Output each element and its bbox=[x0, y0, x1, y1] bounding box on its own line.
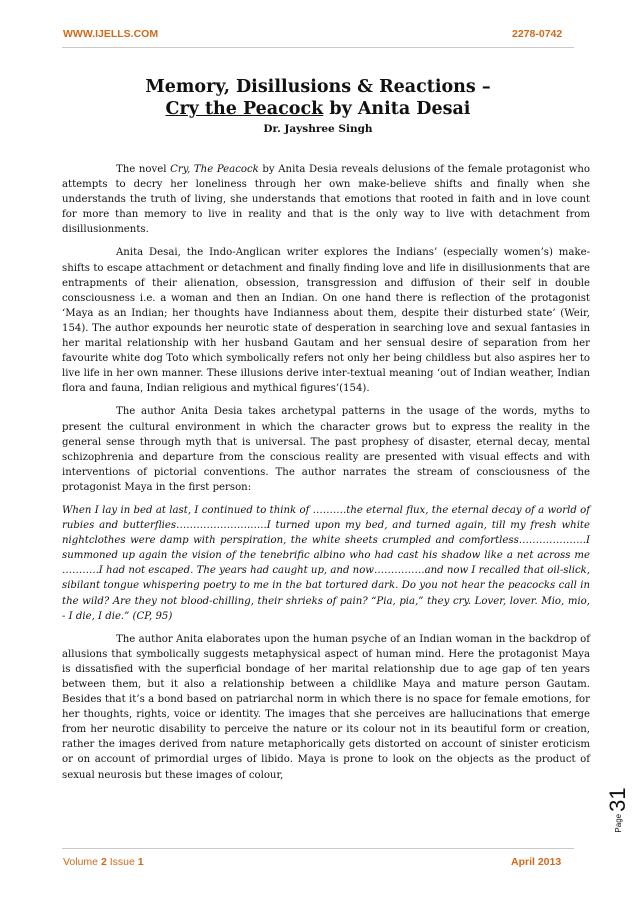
title-line-2 bbox=[62, 98, 574, 120]
paper-title bbox=[62, 76, 574, 120]
article-body bbox=[62, 162, 590, 791]
page-number bbox=[583, 787, 638, 833]
page-number-value: 31 bbox=[605, 787, 630, 812]
header-divider bbox=[62, 47, 574, 48]
volume-issue bbox=[63, 856, 144, 868]
page-label: Page bbox=[613, 813, 623, 833]
paragraph-2: Anita Desai, the Indo-Anglican writer explores the Indians’ (especially women’s) make-shifts to escape attachment or detachment and finally finding love and life in disillusionments that are entrapments of their alienation, obsession, transgression and diffusion of their self in double consciousness i.e. a woman and then an Indian. On one hand there is reflection of the protagonist ‘Maya as an Indian; her thoughts have Indianness about them, despite their disturbed state’ (Weir, 154). The author expounds her neurotic state of desperation in searching love and sexual fantasies in her marital relationship with her husband Gautam and her sensual desire of separation from her favourite white dog Toto which symbolically refers not only her being childless but also aspires her to live life in her own manner. These illusions derive inter-textual meaning ‘out of Indian weather, Indian flora and fauna, Indian religious and mythical figures’(154). bbox=[62, 247, 590, 395]
issn-number: 2278-0742 bbox=[512, 28, 563, 40]
issue-label: Issue bbox=[106, 856, 138, 868]
title-line-2-rest: by Anita Desai bbox=[323, 99, 471, 119]
footer-divider bbox=[62, 848, 574, 849]
block-quote: When I lay in bed at last, I continued to think of ……….the eternal flux, the eternal decay of a world of rubies and butterflies………………….…..I turned upon my bed, and turned again, till my fresh white nightclothes were damp with perspiration, the white sheets crumpled and comfortless………………..I summoned up again the vision of the tenebrific albino who had cast his shadow like a net across me ………..I had not escaped. The years had caught up, and now……………and now I recalled that oil-slick, sibilant tongue whispering poetry to me in the bat tortured dark. Do you not hear the peacocks call in the wild? Are they not blood-chilling, their shrieks of pain? “Pia, pia,” they cry. Lover, lover. Mio, mio, - I die, I die.” (CP, 95) bbox=[62, 504, 590, 622]
paragraph-4: The author Anita elaborates upon the human psyche of an Indian woman in the backdrop of allusions that symbolically suggests metaphysical aspect of human mind. Here the protagonist Maya is dissatisfied with the superficial bondage of her marital relationship due to age gap of ten years between them, but it also a relationship between a childlike Maya and mature person Gautam. Besides that it’s a bond based on patriarchal norm in which there is no space for female emotions, for her thoughts, rights, voice or identity. The images that she perceives are hallucinations that emerge from her neurotic disability to perceive the nature or its colour not in its beautiful form or creation, rather the images derived from nature metaphorically gets distorted on account of sinister eroticism or on account of primordial urges of libido. Maya is prone to look on the objects as the product of sexual neurosis but these images of colour, bbox=[62, 633, 590, 781]
paragraph-1: The novel Cry, The Peacock by Anita Desia reveals delusions of the female protagonist who attempts to decry her loneliness through her own make-believe shifts and finally when she understands the truth of living, she understands that emotions that rooted in faith and in love count for more than memory to live in reality and that is the only way to live with detachment from disillusionments. bbox=[62, 164, 590, 236]
volume-label: Volume bbox=[63, 856, 101, 868]
paragraph-3: The author Anita Desia takes archetypal patterns in the usage of the words, myths to present the cultural environment in which the character grows but to express the reality in the general sense through myth that is universal. The past prophesy of disaster, eternal decay, mental schizophrenia and departure from the conscious reality are presented with visual effects and with interventions of pictorial conventions. The author narrates the stream of consciousness of the protagonist Maya in the first person: bbox=[62, 406, 590, 493]
journal-website: WWW.IJELLS.COM bbox=[63, 28, 159, 40]
title-novel-name: Cry the Peacock bbox=[165, 99, 324, 119]
author-name: Dr. Jayshree Singh bbox=[263, 123, 373, 135]
issue-number: 1 bbox=[137, 856, 144, 868]
title-line-1: Memory, Disillusions & Reactions – bbox=[145, 77, 491, 97]
novel-title-italic: Cry, The Peacock bbox=[170, 164, 259, 175]
volume-number: 2 bbox=[100, 856, 107, 868]
issue-date: April 2013 bbox=[511, 856, 562, 868]
